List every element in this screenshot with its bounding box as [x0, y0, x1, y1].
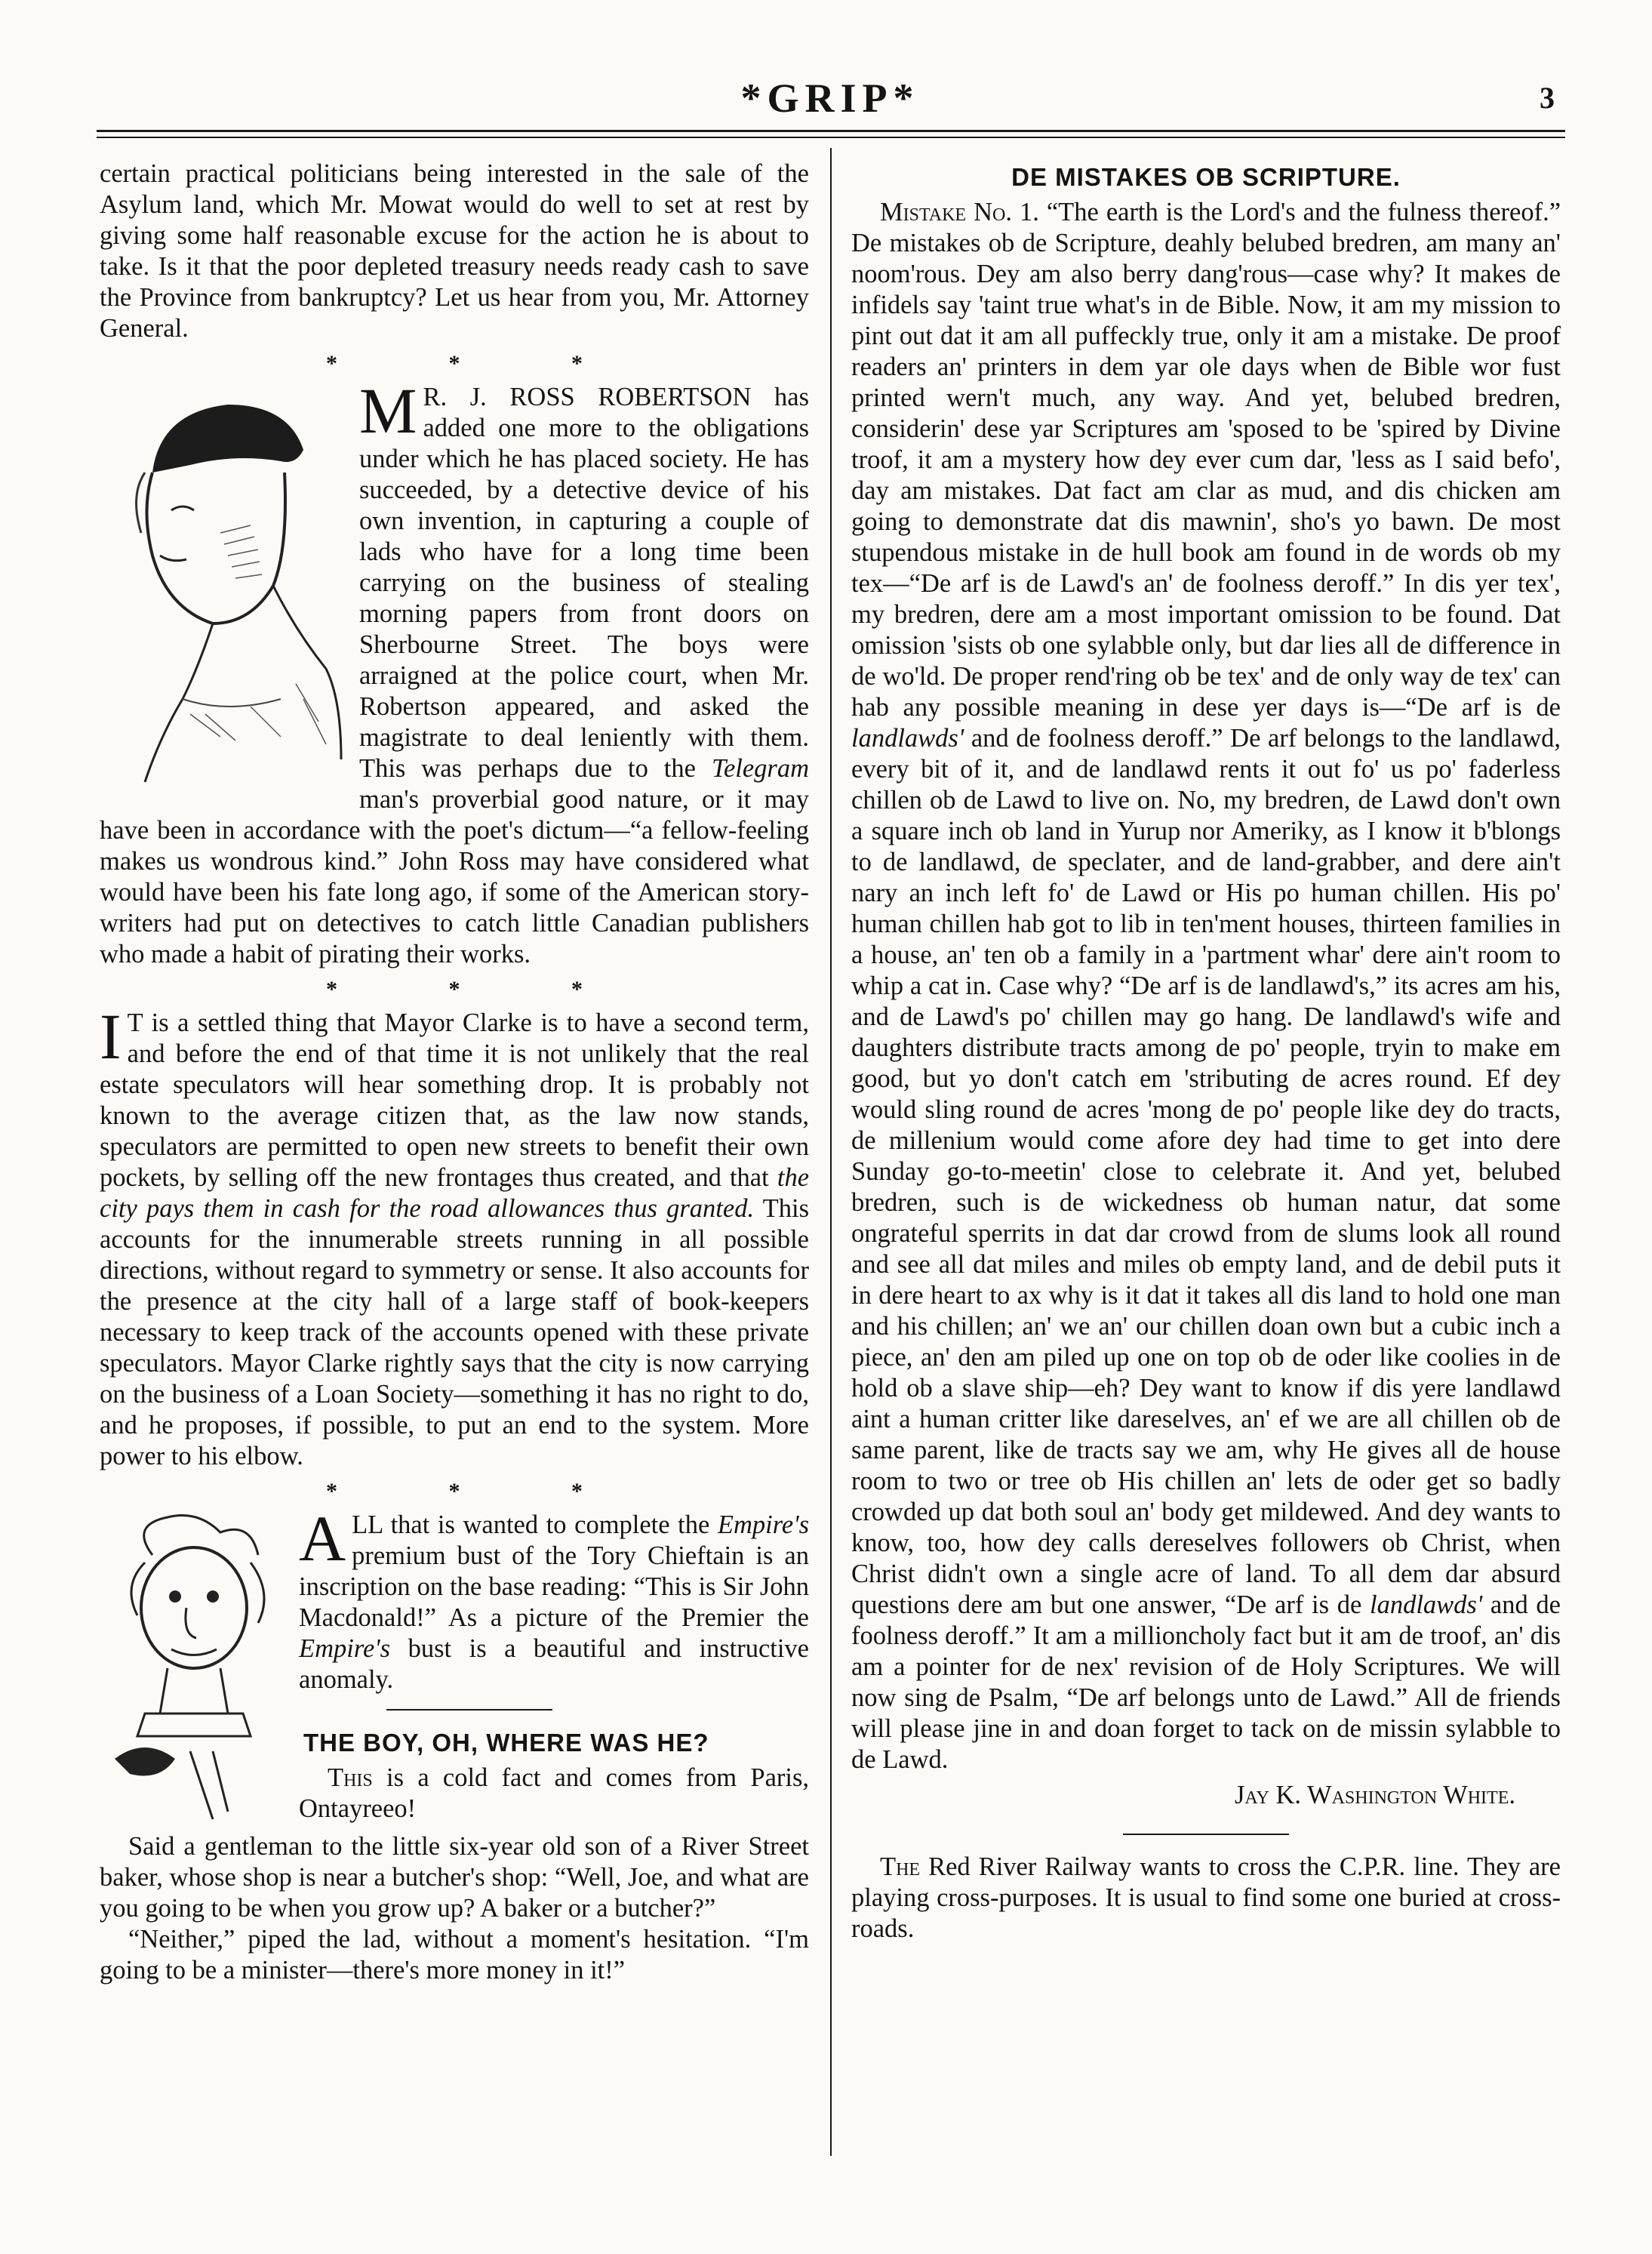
empire-article	[100, 1502, 810, 1824]
empire-text-a: LL that is wanted to complete the	[352, 1510, 710, 1539]
clarke-dropcap: I	[100, 1000, 122, 1073]
scripture-italic-1: landlawds'	[851, 724, 964, 753]
robertson-lead: R. J. ROSS ROBERTSON	[423, 383, 752, 411]
boy-paragraph-3: “Neither,” piped the lad, without a moment's hesitation. “I'm going to be a minister—there's more money in it!”	[100, 1925, 809, 1985]
masthead	[98, 75, 1562, 121]
boy-portrait-icon	[100, 382, 349, 790]
scripture-italic-2: landlawds'	[1369, 1590, 1483, 1619]
short-rule	[386, 1709, 552, 1711]
railway-text: Red River Railway wants to cross the C.P.R. line. They are playing cross-purposes. It is usual to find some one buried at cross-roads.	[851, 1852, 1561, 1943]
railway-paragraph	[851, 1852, 1561, 1945]
clarke-italic: the city pays them in cash for the road allowances thus granted.	[100, 1163, 810, 1223]
scripture-text-b: and de foolness deroff.” De arf belongs to the landlawd, every bit of it, and de landlawd rents it out fo' us po' faderless chillen ob de Lawd to live on. No, my bredren, de Lawd don't own a square inch ob land in Yurup nor Ameriky, as I know it b'blongs to de landlawd, de speclater, and de land-grabber, and dere ain't nary an inch left fo' de Lawd or His po human chillen. His po' human chillen hab got to lib in ten'ment houses, thirteen families in a house, an' ten ob a family in a 'partment whar' dere ain't room to whip a cat in. Case why? “De arf is de landlawd's,” its acres am his, and de Lawd's po' chillen may go hang. De landlawd's wife and daughters distribute tracts among de po' people, tryin to make em good, but yo don't catch em 'stributing de acres round. Ef dey would sling round de acres 'mong de po' people like dey do tracts, de millenium would come afore dey had time to get into dere Sunday go-to-meetin' close to celebrate it. And yet, belubed bredren, such is de wickedness ob human natur, dat some ongrateful sperrits in dat dar crowd from de slums look all round and see all dat miles and miles ob empty land, and de debil puts it in dere heart to ax why is it dat it takes all dis land to hold one man and his chillen; an' we an' our chillen doan own but a cubic inch a piece, an' den am piled up one on top ob de oder like coolies in de hold ob a slave ship—eh? Dey want to know if dis yere landlawd aint a human critter like dareselves, an' ef we are all chillen ob de same parent, like de tracts say we am, why He gives all de house room to two or tree ob His chillen an' lets de oder get so badly crowded up dat both soul an' body get mildewed. And dey wants to know, too, how dey calls dereselves followers ob Christ, when Christ didn't own a single acre of land. To all dem dar absurd questions dere am but one answer, “De arf is de	[851, 724, 1561, 1619]
clarke-paragraph	[100, 1000, 810, 1472]
railway-lead-smallcaps: The	[880, 1852, 921, 1881]
header-rule-top	[97, 130, 1565, 132]
short-rule	[1123, 1834, 1289, 1835]
masthead-title: *GRIP*	[740, 75, 920, 121]
robertson-tail: man's proverbial good nature, or it may have been in accordance with the poet's dictum—“a fellow-feeling makes us wondrous kind.” John Ross may have considered what would have been his fate long ago, if some of the American story-writers had put on detectives to catch little Canadian publishers who made a habit of pirating their works.	[100, 785, 809, 968]
boy-paragraph-2: Said a gentleman to the little six-year old son of a River Street baker, whose shop is near a butcher's shop: “Well, Joe, and what are you going to be when you grow up? A baker or a butcher?”	[100, 1832, 809, 1923]
clarke-body-2: This accounts for the innumerable streets running in all possible directions, without regard to symmetry or sense. It also accounts for the presence at the city hall of a large staff of book-keepers necessary to keep track of the accounts opened with these private speculators. Mayor Clarke rightly says that the city is now carrying on the business of a Loan Society—something it has no right to do, and he proposes, if possible, to put an end to the system. More power to his elbow.	[100, 1194, 809, 1470]
empire-dropcap: A	[299, 1502, 346, 1575]
page-number: 3	[1540, 81, 1555, 115]
section-separator: * * *	[326, 977, 635, 1002]
signature: Jay K. Washington White.	[1234, 1781, 1515, 1809]
empire-text-b: premium bust of the Tory Chieftain is an inscription on the base reading: “This is Sir John Macdonald!” As a picture of the Premier the	[299, 1541, 809, 1632]
boy-heading: THE BOY, OH, WHERE WAS HE?	[303, 1729, 709, 1757]
scripture-heading: DE MISTAKES OB SCRIPTURE.	[1011, 163, 1401, 191]
empire-italic-2: Empire's	[299, 1634, 391, 1663]
empire-italic-1: Empire's	[717, 1510, 809, 1539]
telegram-italic: Telegram	[711, 754, 810, 783]
mistake-label: Mistake No. 1.	[880, 198, 1039, 226]
boy-lead-smallcaps: This	[328, 1763, 373, 1792]
right-column	[851, 159, 1561, 1945]
boy-text-1: is a cold fact and comes from Paris, Ontayreeo!	[299, 1763, 810, 1823]
section-separator: * * *	[326, 351, 635, 376]
scripture-text-c: and de foolness deroff.” It am a millioncholy fact but it am de troof, an' dis am a pointer for de nex' revision of de Holy Scriptures. We will now sing de Psalm, “De arf belongs unto de Lawd.” All de friends will please jine in and doan forget to tack on de missin sylabble to de Lawd.	[851, 1590, 1561, 1774]
caricature-icon	[100, 1510, 288, 1827]
left-column	[100, 159, 809, 1986]
robertson-dropcap: M	[359, 374, 417, 447]
robertson-body: has added one more to the obligations under which he has placed society. He has succeeded, by a detective device of his own invention, in capturing a couple of lads who have for a long time been carrying on the business of stealing morning papers from front doors on Sherbourne Street. The boys were arraigned at the police court, when Mr. Robertson appeared, and asked the magistrate to deal leniently with them. This was perhaps due to the	[359, 383, 809, 783]
section-separator: * * *	[326, 1479, 635, 1504]
clarke-body-1: T is a settled thing that Mayor Clarke is to have a second term, and before the end of that time it is not unlikely that the real estate speculators will hear something drop. It is probably not known to the average citizen that, as the law now stands, speculators are permitted to open new streets to benefit their own pockets, by selling off the new frontages thus created, and that	[100, 1008, 809, 1192]
robertson-article	[100, 374, 810, 970]
asylum-paragraph: certain practical politicians being interested in the sale of the Asylum land, which Mr. Mowat would do well to set at rest by giving some half reasonable excuse for the action he is about to take. Is it that the poor depleted treasury needs ready cash to save the Province from bankruptcy? Let us hear from you, Mr. Attorney General.	[100, 159, 809, 343]
boy-portrait-illustration	[100, 382, 349, 790]
scripture-paragraph	[851, 197, 1561, 1775]
scripture-text-a: “The earth is the Lord's and the fulness thereof.” De mistakes ob de Scripture, deahly belubed bredren, am many an' noom'rous. Dey am also berry dang'rous—case why? It makes de infidels say 'taint true what's in de Bible. Now, it am my mission to pint out dat it am all puffeckly true, only it am a mistake. De proof readers an' printers in dem yar ole days when de Bible wor fust printed wern't much, any way. And yet, belubed bredren, considerin' dese yar Scriptures am 'sposed to be 'spired by Divine troof, it am a mystery how dey ever cum dar, 'less as I said befo', day am mistakes. Dat fact am clar as mud, and dis chicken am going to demonstrate dat dis mawnin', sho's yo bawn. De most stupendous mistake in de hull book am found in de words ob my tex—“De arf is de Lawd's an' de foolness deroff.” In dis yer tex', my bredren, dere am a most important omission to be found. Dat omission 'sists ob one sylabble only, but dar lies all de difference in de wo'ld. De proper rend'ring ob be tex' and de only way de tex' can hab any possible meaning in dese yer days is—“De arf is de	[851, 198, 1561, 722]
column-divider	[830, 148, 832, 2156]
header-rule-bottom	[97, 137, 1565, 138]
empire-text-c: bust is a beautiful and instructive anomaly.	[299, 1634, 809, 1694]
macdonald-caricature-illustration	[100, 1510, 288, 1827]
